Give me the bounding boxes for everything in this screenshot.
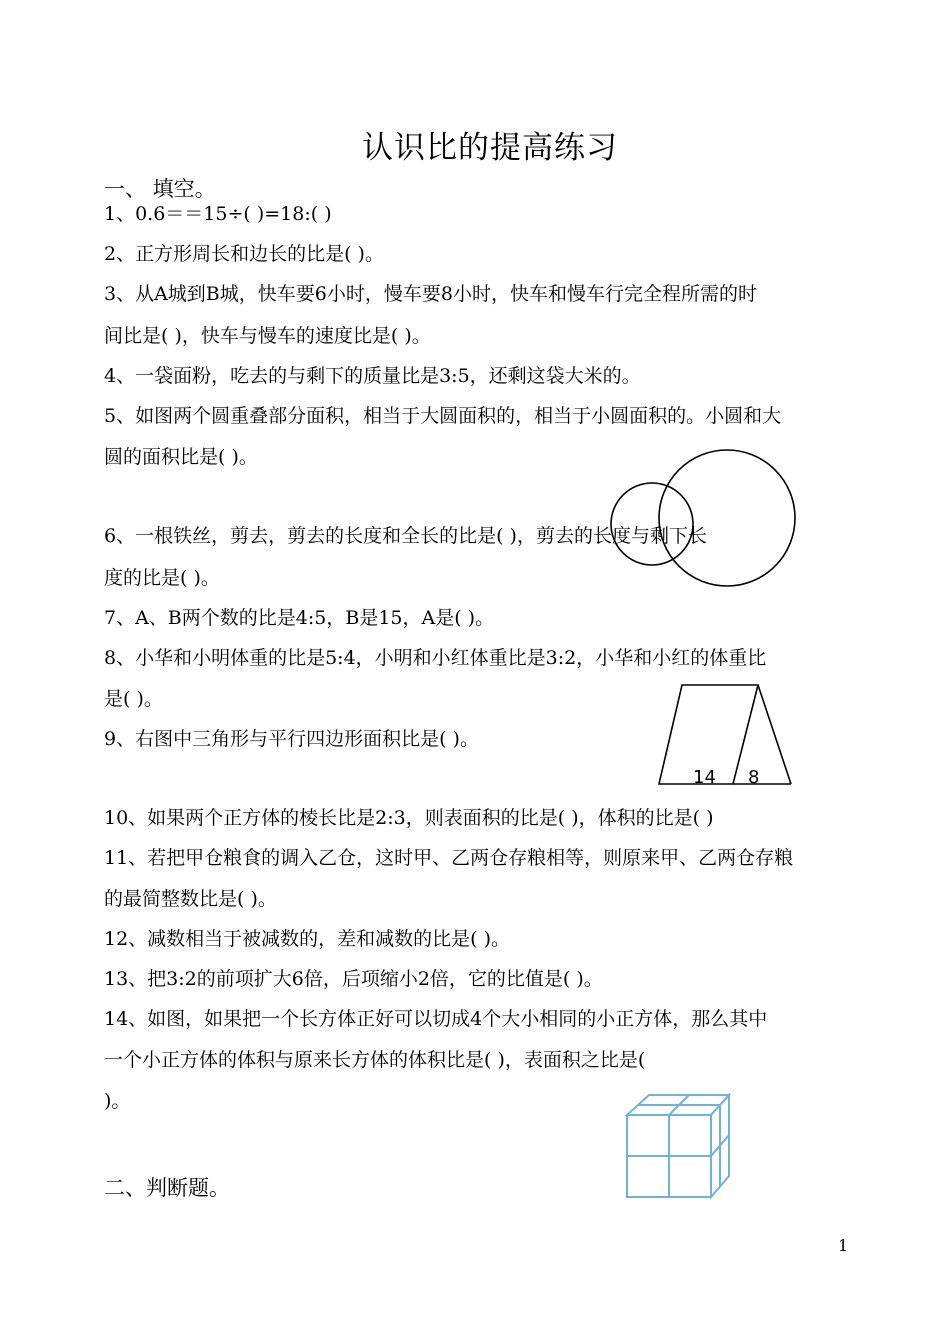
question-line: 是( )。 bbox=[104, 688, 163, 710]
question-line: 7、A、B两个数的比是4:5，B是15，A是( )。 bbox=[104, 607, 495, 629]
question-line: 3、从A城到B城，快车要6小时，慢车要8小时，快车和慢车行完全程所需的时 bbox=[104, 283, 757, 305]
base-label-parallelogram: 14 bbox=[693, 767, 716, 788]
question-line: 11、若把甲仓粮食的调入乙仓，这时甲、乙两仓存粮相等，则原来甲、乙两仓存粮 bbox=[104, 847, 794, 869]
question-line: 1、0.6＝＝15÷( )=18:( ) bbox=[104, 203, 332, 225]
question-line: 14、如图，如果把一个长方体正好可以切成4个大小相同的小正方体，那么其中 bbox=[104, 1008, 768, 1030]
question-line: 2、正方形周长和边长的比是( )。 bbox=[104, 243, 384, 265]
question-line: )。 bbox=[104, 1090, 131, 1112]
page-number: 1 bbox=[838, 1236, 849, 1255]
section-heading-judgment: 二、判断题。 bbox=[104, 1176, 230, 1200]
question-line: 一个小正方体的体积与原来长方体的体积比是( )，表面积之比是( bbox=[104, 1049, 646, 1071]
question-line: 6、一根铁丝，剪去，剪去的长度和全长的比是( )，剪去的长度与剩下长 bbox=[104, 525, 707, 547]
question-line: 间比是( )，快车与慢车的速度比是( )。 bbox=[104, 325, 431, 347]
overlapping-circles-figure bbox=[600, 465, 800, 590]
question-line: 度的比是( )。 bbox=[104, 567, 220, 589]
page-title: 认识比的提高练习 bbox=[362, 130, 618, 166]
section-heading-fill-blank: 一、 填空。 bbox=[104, 177, 216, 201]
cuboid-figure bbox=[620, 1090, 735, 1205]
question-line: 12、减数相当于被减数的，差和减数的比是( )。 bbox=[104, 928, 511, 950]
base-label-triangle: 8 bbox=[748, 767, 760, 788]
question-line: 8、小华和小明体重的比是5:4，小明和小红体重比是3:2，小华和小红的体重比 bbox=[104, 647, 767, 669]
question-line: 9、右图中三角形与平行四边形面积比是( )。 bbox=[104, 728, 479, 750]
triangle-right-edge bbox=[758, 685, 791, 784]
question-line: 的最简整数比是( )。 bbox=[104, 888, 277, 910]
question-line: 13、把3:2的前项扩大6倍，后项缩小2倍，它的比值是( )。 bbox=[104, 968, 603, 990]
question-line: 圆的面积比是( )。 bbox=[104, 446, 258, 468]
question-line: 5、如图两个圆重叠部分面积，相当于大圆面积的，相当于小圆面积的。小圆和大 bbox=[104, 405, 782, 427]
small-circle bbox=[611, 483, 693, 565]
parallelogram-triangle-figure bbox=[655, 680, 800, 790]
question-line: 4、一袋面粉，吃去的与剩下的质量比是3:5，还剩这袋大米的。 bbox=[104, 365, 641, 387]
large-circle bbox=[659, 450, 795, 586]
question-line: 10、如果两个正方体的棱长比是2:3，则表面积的比是( )，体积的比是( ) bbox=[104, 807, 714, 829]
